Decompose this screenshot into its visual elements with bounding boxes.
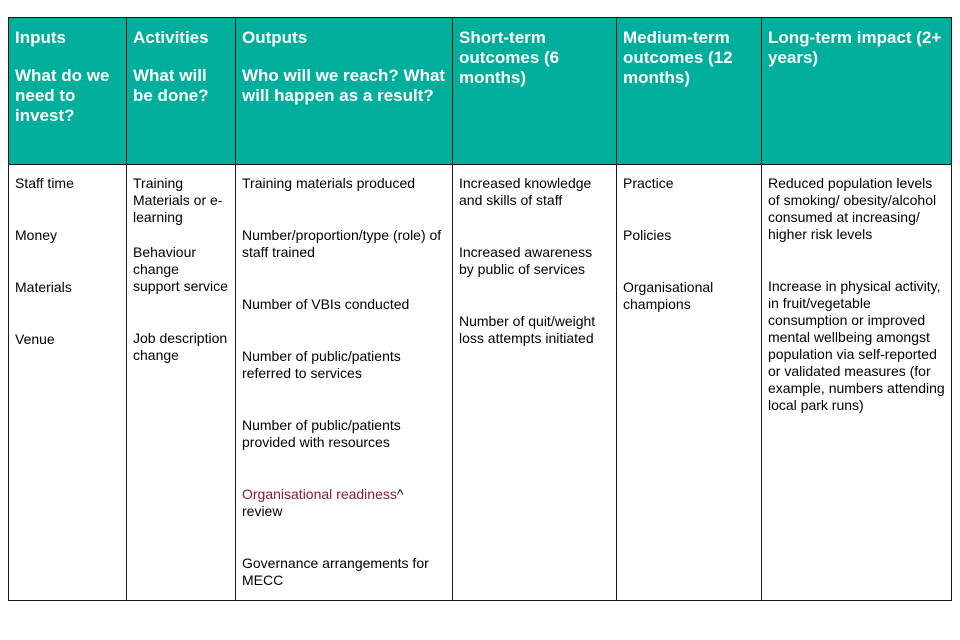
outputs-item: Number of VBIs conducted xyxy=(242,296,410,312)
header-inputs xyxy=(9,18,127,165)
outputs-item: Number of public/patients referred to services xyxy=(242,348,401,381)
header-outputs-title: Outputs xyxy=(242,28,308,47)
medium-term-item: Practice xyxy=(623,175,674,191)
medium-term-cell xyxy=(617,165,762,601)
header-inputs-question: What do we need to invest? xyxy=(15,66,110,125)
header-long-term xyxy=(762,18,952,165)
header-activities-question: What will be done? xyxy=(133,66,209,105)
inputs-item: Venue xyxy=(15,331,55,347)
long-term-cell xyxy=(762,165,952,601)
header-short-term xyxy=(453,18,617,165)
activities-item: Behaviour change support service xyxy=(133,244,228,294)
outputs-cell xyxy=(236,165,453,601)
inputs-item: Materials xyxy=(15,279,72,295)
content-row xyxy=(9,165,952,601)
short-term-cell xyxy=(453,165,617,601)
header-medium-term-title: Medium-term outcomes (12 months) xyxy=(623,28,733,87)
activities-item: Training Materials or e-learning xyxy=(133,175,223,225)
outputs-item-readiness xyxy=(242,486,446,520)
header-long-term-title: Long-term impact (2+ years) xyxy=(768,28,942,67)
logic-model-table xyxy=(8,17,952,601)
long-term-item: Increase in physical activity, in fruit/vegetable consumption or improved mental wellbeing amongst population via self-reported or validated measures (for example, numbers attending local park runs) xyxy=(768,278,945,413)
readiness-rest: ^ review xyxy=(242,486,404,519)
header-medium-term xyxy=(617,18,762,165)
header-outputs-question: Who will we reach? What will happen as a result? xyxy=(242,66,446,105)
outputs-item: Number of public/patients provided with resources xyxy=(242,417,401,450)
inputs-item: Money xyxy=(15,227,58,243)
outputs-item: Governance arrangements for MECC xyxy=(242,555,429,588)
header-row xyxy=(9,18,952,165)
activities-item: Job description change xyxy=(133,330,228,363)
medium-term-item: Organisational champions xyxy=(623,279,714,312)
inputs-cell xyxy=(9,165,127,601)
short-term-item: Increased awareness by public of services xyxy=(459,244,593,277)
inputs-item: Staff time xyxy=(15,175,74,191)
header-outputs xyxy=(236,18,453,165)
medium-term-item: Policies xyxy=(623,227,672,243)
header-short-term-title: Short-term outcomes (6 months) xyxy=(459,28,560,87)
header-activities-title: Activities xyxy=(133,28,209,47)
long-term-item: Reduced population levels of smoking/ obesity/alcohol consumed at increasing/ higher risk levels xyxy=(768,175,937,242)
short-term-item: Number of quit/weight loss attempts initiated xyxy=(459,313,596,346)
header-activities xyxy=(127,18,236,165)
header-inputs-title: Inputs xyxy=(15,28,66,47)
outputs-item: Number/proportion/type (role) of staff trained xyxy=(242,227,442,260)
readiness-highlight: Organisational readiness xyxy=(242,486,397,502)
short-term-item: Increased knowledge and skills of staff xyxy=(459,175,592,208)
outputs-item: Training materials produced xyxy=(242,175,416,191)
activities-cell xyxy=(127,165,236,601)
